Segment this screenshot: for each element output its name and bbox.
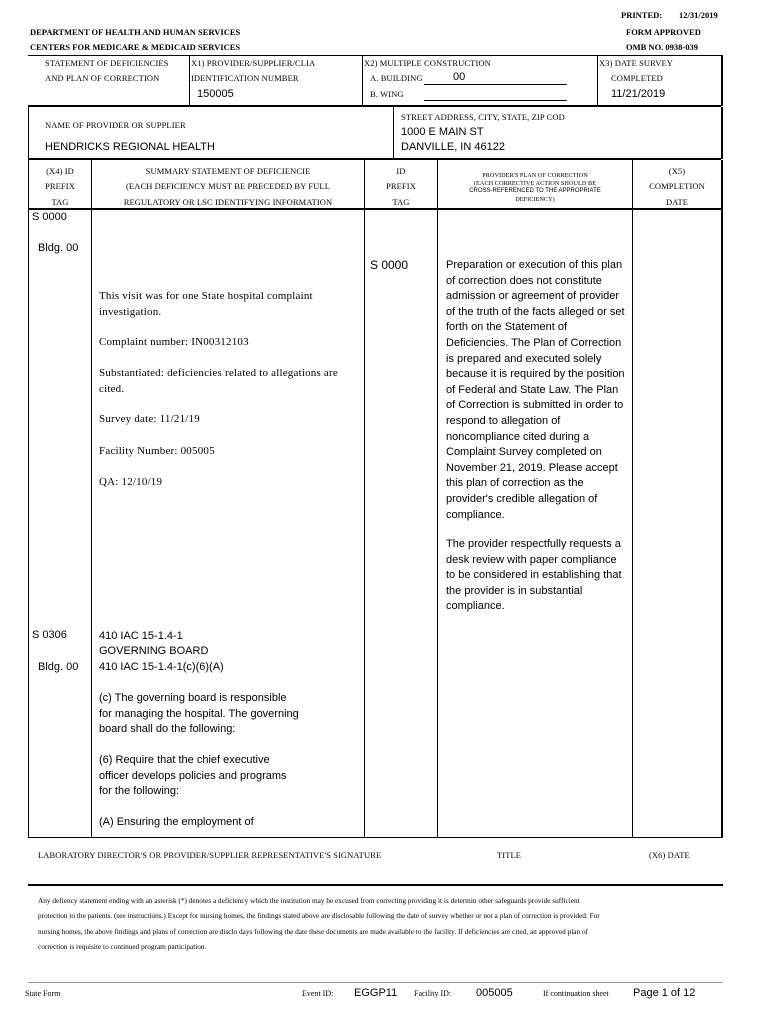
event-id-value: EGGP11	[354, 987, 398, 999]
id-header-3: TAG	[392, 197, 410, 207]
x5-header-3: DATE	[665, 197, 689, 207]
address-line-1: 1000 E MAIN ST	[401, 126, 484, 138]
plan-of-correction-text-2: The provider respectfully requests a desk review with paper compliance to be considered in establishing that the provider is in substantial compliance.	[446, 538, 622, 613]
form-approved: FORM APPROVED	[626, 27, 701, 37]
statement-label-1: STATEMENT OF DEFICIENCIES	[45, 58, 169, 68]
s0306-code: 410 IAC 15-1.4-1	[99, 630, 183, 642]
facility-id-label: Facility ID:	[414, 989, 452, 998]
footnote: Any defiency statement ending with an asterisk (*) denotes a deficiency which the institution may be excused from correcting providing it is determin other safeguards provide sufficient protection to the patients. (see instructions.) Except for nursing homes, the findings stated above are disclosable following the date of survey whether or not a plan of correction is provided. For nursing homes, the above findings and plans of correction are disclo days following the date these documents are made available to the facility. If deficiencies are cited, an approved plan of correction is requisite to continued program participation.	[38, 896, 600, 952]
statement-label-2: AND PLAN OF CORRECTION	[45, 73, 160, 83]
summary-line-complaint: Complaint number: IN00312103	[99, 336, 249, 348]
title-label: TITLE	[497, 850, 522, 860]
tag-s0000: S 0000	[32, 211, 67, 223]
address-line-2: DANVILLE, IN 46122	[401, 141, 505, 153]
provider-name-value: HENDRICKS REGIONAL HEALTH	[45, 141, 215, 153]
plan-of-correction-text: Preparation or execution of this plan of correction does not constitute admission or agreement of provider of the truth of the facts alleged or set forth on the Statement of Deficiencies. The Plan of Correction is prepared and executed solely because it is required by the position of Federal and State Law. The Plan of Correction is submitted in order to respond to allegation of noncompliance cited during a Complaint Survey completed on November 21, 2019. Please accept this plan of correction as the provider's credible allegation of compliance.	[446, 259, 625, 521]
event-id-label: Event ID:	[302, 989, 334, 998]
survey-date-value: 11/21/2019	[611, 88, 666, 100]
s0306-paragraph-c: (c) The governing board is responsible for managing the hospital. The governing board shall do the following:	[99, 692, 299, 736]
omb-number: OMB NO. 0938-039	[626, 42, 699, 52]
x6-date-label: (X6) DATE	[649, 850, 690, 860]
building-label: A. BUILDING	[370, 73, 423, 83]
plan-header-4: DEFICIENCY)	[515, 196, 555, 203]
facility-id-value: 005005	[476, 987, 513, 999]
x1-label-1: X1) PROVIDER/SUPPLIER/CLIA	[191, 58, 316, 68]
summary-line-survey-date: Survey date: 11/21/19	[99, 413, 200, 425]
bldg-s0306: Bldg. 00	[38, 661, 79, 673]
x5-header-1: (X5)	[668, 166, 686, 176]
x4-header-2: PREFIX	[45, 181, 75, 191]
id-header-2: PREFIX	[386, 181, 416, 191]
centers-title: CENTERS FOR MEDICARE & MEDICAID SERVICES	[30, 42, 241, 52]
state-form-label: State Form	[25, 989, 61, 998]
page-number: Page 1 of 12	[633, 987, 696, 999]
summary-line-visit: This visit was for one State hospital complaint investigation.	[99, 290, 313, 318]
footnote-rule	[28, 982, 723, 983]
x3-label-1: X3) DATE SURVEY	[599, 58, 674, 68]
plan-header-1: PROVIDER'S PLAN OF CORRECTION	[482, 172, 588, 179]
signature-label: LABORATORY DIRECTOR'S OR PROVIDER/SUPPLIER REPRESENTATIVE'S SIGNATURE	[38, 850, 382, 860]
provider-id-value: 150005	[197, 88, 234, 100]
summary-header-2: (EACH DEFICIENCY MUST BE PRECEDED BY FULL	[125, 181, 331, 191]
continuation-label: If continuation sheet	[543, 989, 609, 998]
s0306-paragraph-6: (6) Require that the chief executive officer develops policies and programs for the following:	[99, 754, 287, 798]
x4-header-3: TAG	[51, 197, 69, 207]
x2-label: X2) MULTIPLE CONSTRUCTION	[364, 58, 491, 68]
provider-name-label: NAME OF PROVIDER OR SUPPLIER	[45, 120, 186, 130]
x5-header-2: COMPLETION	[649, 181, 705, 191]
building-value: 00	[453, 71, 466, 83]
summary-line-qa: QA: 12/10/19	[99, 476, 163, 488]
tag-s0306: S 0306	[32, 629, 67, 641]
plan-header-2: (EACH CORRECTIVE ACTION SHOULD BE	[473, 180, 597, 187]
summary-header-1: SUMMARY STATEMENT OF DEFICIENCIE	[145, 166, 311, 176]
summary-line-facility: Facility Number: 005005	[99, 445, 215, 457]
x4-header-1: (X4) ID	[46, 166, 74, 176]
id-header-1: ID	[396, 166, 406, 176]
wing-label: B. WING	[370, 89, 404, 99]
printed-label: PRINTED:	[621, 10, 663, 20]
dept-title: DEPARTMENT OF HEALTH AND HUMAN SERVICES	[30, 27, 241, 37]
summary-header-3: REGULATORY OR LSC IDENTIFYING INFORMATION	[123, 197, 333, 207]
x1-label-2: IDENTIFICATION NUMBER	[191, 73, 299, 83]
s0306-subcode: 410 IAC 15-1.4-1(c)(6)(A)	[99, 661, 224, 673]
plan-header-3: CROSS-REFERENCED TO THE APPROPRIATE	[469, 188, 601, 194]
s0306-title: GOVERNING BOARD	[99, 645, 209, 657]
signature-rule	[28, 884, 723, 886]
printed-date: 12/31/2019	[679, 10, 718, 20]
summary-line-substantiated: Substantiated: deficiencies related to allegations are cited.	[99, 367, 338, 395]
id-s0000: S 0000	[370, 258, 409, 272]
x3-label-2: COMPLETED	[611, 73, 663, 83]
bldg-s0000: Bldg. 00	[38, 242, 79, 254]
address-label: STREET ADDRESS, CITY, STATE, ZIP COD	[401, 112, 565, 122]
s0306-paragraph-a: (A) Ensuring the employment of	[99, 816, 254, 828]
